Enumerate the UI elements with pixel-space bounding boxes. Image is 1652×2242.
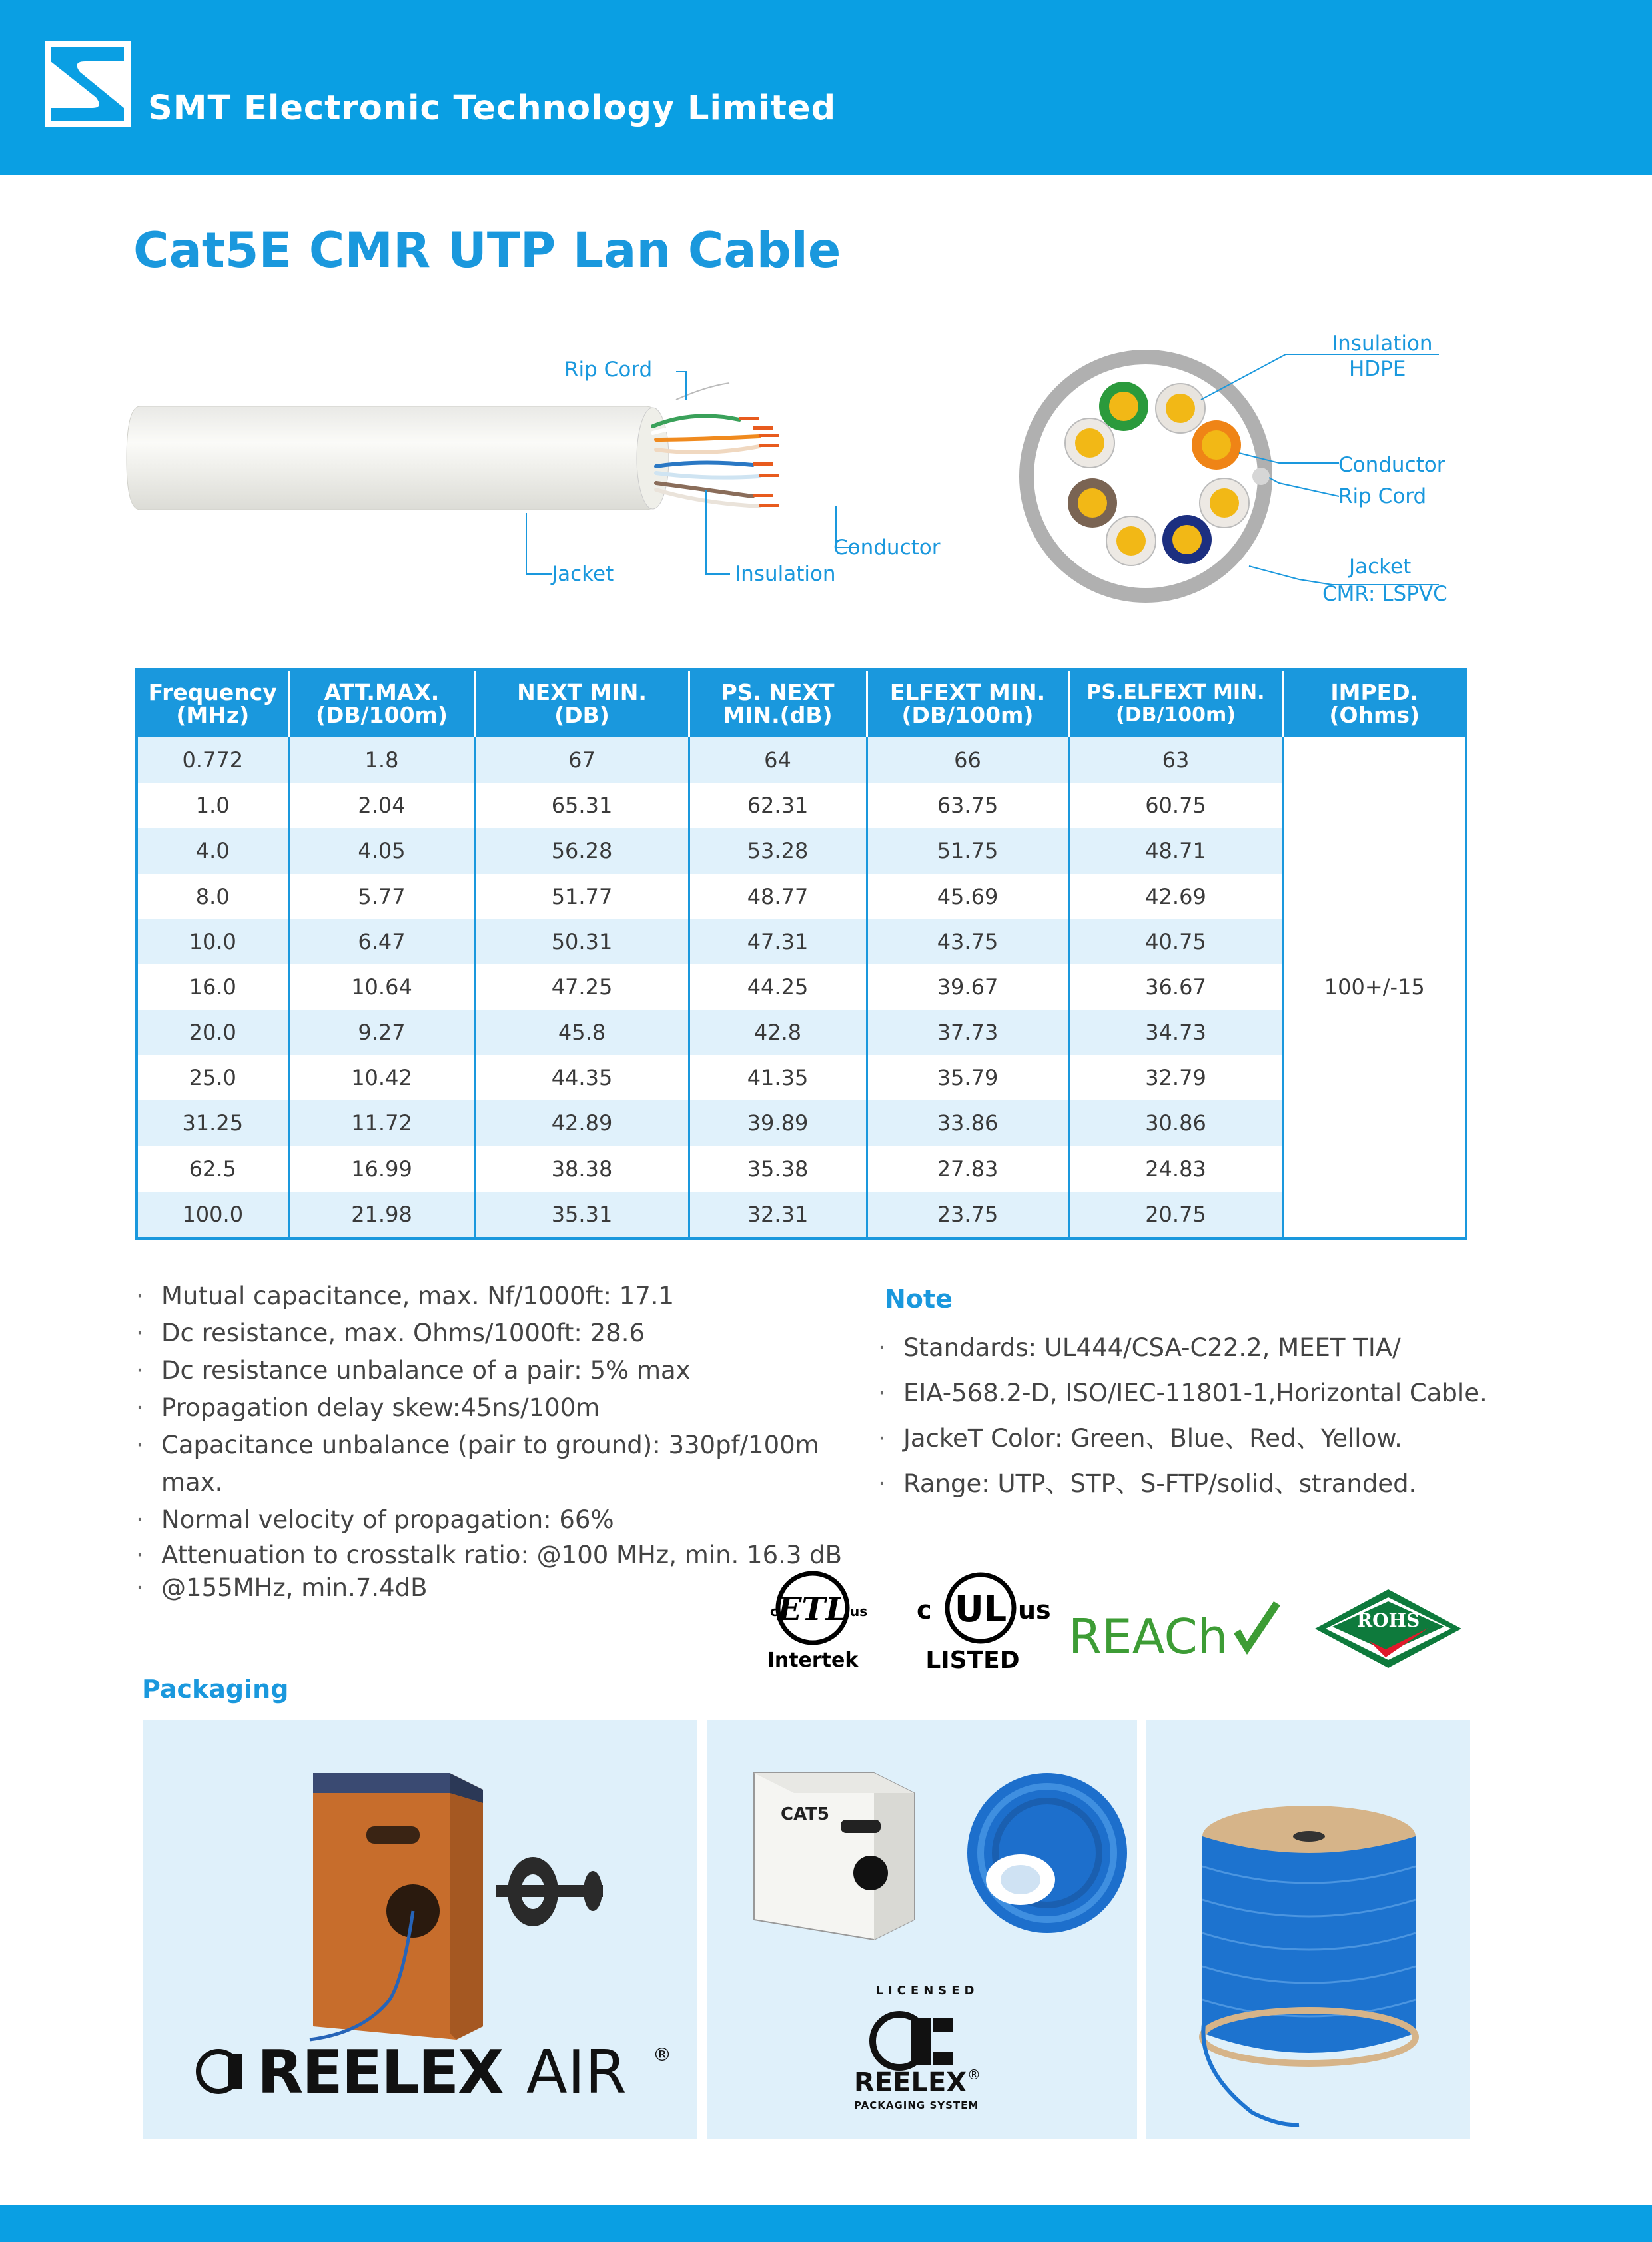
table-cell: 66 [867, 737, 1068, 783]
insulation-label: Insulation [735, 562, 836, 586]
table-cell: 1.0 [137, 783, 288, 828]
table-cell: 47.25 [475, 964, 689, 1010]
reach-text: REACh [1068, 1609, 1228, 1665]
table-cell: 4.05 [288, 828, 475, 873]
table-cell: 44.25 [689, 964, 867, 1010]
table-cell: 48.71 [1068, 828, 1283, 873]
header-elfext-min: ELFEXT MIN. (DB/100m) [867, 669, 1068, 737]
table-cell: 8.0 [137, 874, 288, 919]
spec-item-continued: · @155MHz, min.7.4dB [133, 1572, 873, 1604]
rohs-logo [1311, 1585, 1465, 1672]
table-row [137, 1010, 1466, 1055]
table-cell: 41.35 [689, 1055, 867, 1100]
table-row [137, 737, 1466, 783]
table-cell: 100.0 [137, 1192, 288, 1238]
etl-us: us [850, 1603, 868, 1619]
note-item-continued: · EIA-568.2-D, ISO/IEC-11801-1,Horizontal Cable. [878, 1371, 1544, 1416]
etl-sub: Intertek [767, 1649, 859, 1672]
reach-logo [1066, 1599, 1286, 1672]
table-cell: 39.67 [867, 964, 1068, 1010]
table-cell: 36.67 [1068, 964, 1283, 1010]
header-ps-elfext-min: PS.ELFEXT MIN. (DB/100m) [1068, 669, 1283, 737]
rohs-text: ROHS [1356, 1609, 1420, 1631]
table-cell: 6.47 [288, 919, 475, 964]
table-row [137, 919, 1466, 964]
cs-insulation-label: Insulation [1332, 332, 1433, 356]
header-att-max: ATT.MAX. (DB/100m) [288, 669, 475, 737]
spec-item: · Dc resistance unbalance of a pair: 5% max [133, 1352, 873, 1389]
reelex-box-and-coil-image [707, 1720, 1137, 2000]
header-bar [0, 0, 1652, 175]
note-item: · Range: UTP、STP、S-FTP/solid、stranded. [878, 1461, 1544, 1507]
table-row [137, 874, 1466, 919]
ul-mark: UL [954, 1588, 1007, 1630]
table-cell: 51.77 [475, 874, 689, 919]
spec-item: · Capacitance unbalance (pair to ground): 330pf/100m max. [133, 1427, 873, 1501]
note-title: Note [885, 1284, 953, 1313]
licensed-text: LICENSED [875, 1984, 979, 1998]
table-row [137, 1192, 1466, 1238]
table-cell: 4.0 [137, 828, 288, 873]
table-cell: 16.0 [137, 964, 288, 1010]
table-cell: 16.99 [288, 1146, 475, 1192]
table-row [137, 1100, 1466, 1146]
check-icon [1234, 1601, 1280, 1655]
reelex-air-logo [193, 2037, 673, 2110]
table-cell: 64 [689, 737, 867, 783]
table-cell: 23.75 [867, 1192, 1068, 1238]
table-cell: 35.79 [867, 1055, 1068, 1100]
table-cell: 42.69 [1068, 874, 1283, 919]
table-row [137, 964, 1466, 1010]
header-ps-next: PS. NEXT MIN.(dB) [689, 669, 867, 737]
table-cell: 44.35 [475, 1055, 689, 1100]
spec-item: · Normal velocity of propagation: 66% [133, 1501, 873, 1539]
packaging-panel-reelex-air [143, 1720, 697, 2139]
table-cell: 9.27 [288, 1010, 475, 1055]
table-cell: 0.772 [137, 737, 288, 783]
table-cell: 35.38 [689, 1146, 867, 1192]
note-list [878, 1325, 1544, 1507]
table-cell: 50.31 [475, 919, 689, 964]
conductor-label: Conductor [833, 536, 941, 560]
table-row [137, 828, 1466, 873]
etl-mark: ETL [777, 1591, 849, 1628]
note-item: · Standards: UL444/CSA-C22.2, MEET TIA/ [878, 1325, 1544, 1371]
table-cell: 25.0 [137, 1055, 288, 1100]
table-cell: 10.42 [288, 1055, 475, 1100]
table-cell: 45.69 [867, 874, 1068, 919]
cs-jacket-material: CMR: LSPVC [1322, 582, 1447, 606]
ul-c: c [917, 1595, 932, 1625]
table-cell: 42.8 [689, 1010, 867, 1055]
table-cell: 33.86 [867, 1100, 1068, 1146]
table-cell: 2.04 [288, 783, 475, 828]
table-cell: 39.89 [689, 1100, 867, 1146]
table-cell: 51.75 [867, 828, 1068, 873]
cs-jacket-label: Jacket [1349, 555, 1412, 579]
packaging-system-text: PACKAGING SYSTEM [854, 2099, 979, 2111]
spec-item: · Attenuation to crosstalk ratio: @100 MHz, min. 16.3 dB [133, 1539, 873, 1572]
table-cell: 34.73 [1068, 1010, 1283, 1055]
reelex-air-suffix: AIR [526, 2038, 627, 2107]
note-item: · JackeT Color: Green、Blue、Red、Yellow. [878, 1416, 1544, 1461]
table-cell: 31.25 [137, 1100, 288, 1146]
spec-item: · Dc resistance, max. Ohms/1000ft: 28.6 [133, 1315, 873, 1352]
table-cell: 42.89 [475, 1100, 689, 1146]
table-cell: 62.5 [137, 1146, 288, 1192]
cs-rip-cord-label: Rip Cord [1338, 484, 1427, 508]
reelex-air-reg: ® [653, 2044, 671, 2065]
table-cell: 27.83 [867, 1146, 1068, 1192]
impedance-value: 100+/-15 [1283, 737, 1466, 1238]
table-cell: 20.75 [1068, 1192, 1283, 1238]
cs-insulation-material: HDPE [1349, 357, 1406, 381]
packaging-panel-reelex-box [707, 1720, 1137, 2139]
header-impedance: IMPED. (Ohms) [1283, 669, 1466, 737]
table-cell: 56.28 [475, 828, 689, 873]
packaging-panel-reel [1146, 1720, 1470, 2139]
table-cell: 30.86 [1068, 1100, 1283, 1146]
table-cell: 32.31 [689, 1192, 867, 1238]
table-cell: 38.38 [475, 1146, 689, 1192]
cable-reel-image [1146, 1720, 1470, 2139]
table-cell: 53.28 [689, 828, 867, 873]
jacket-label: Jacket [552, 562, 614, 586]
spec-item: · Mutual capacitance, max. Nf/1000ft: 17.1 [133, 1278, 873, 1315]
header-next-min: NEXT MIN. (DB) [475, 669, 689, 737]
table-cell: 32.79 [1068, 1055, 1283, 1100]
spec-list [133, 1278, 873, 1604]
packaging-title: Packaging [142, 1675, 289, 1704]
table-cell: 35.31 [475, 1192, 689, 1238]
reelex-logo-text: REELEX [854, 2067, 967, 2098]
table-cell: 10.64 [288, 964, 475, 1010]
table-cell: 10.0 [137, 919, 288, 964]
footer-bar [0, 2205, 1652, 2242]
table-cell: 37.73 [867, 1010, 1068, 1055]
table-cell: 5.77 [288, 874, 475, 919]
table-cell: 60.75 [1068, 783, 1283, 828]
company-name: SMT Electronic Technology Limited [148, 89, 837, 128]
cs-conductor-label: Conductor [1338, 453, 1446, 477]
table-cell: 11.72 [288, 1100, 475, 1146]
etl-intertek-logo [765, 1567, 871, 1680]
table-cell: 24.83 [1068, 1146, 1283, 1192]
etl-c: c [770, 1603, 778, 1619]
header-frequency: Frequency (MHz) [137, 669, 288, 737]
page-title: Cat5E CMR UTP Lan Cable [133, 222, 841, 279]
table-cell: 43.75 [867, 919, 1068, 964]
table-cell: 45.8 [475, 1010, 689, 1055]
ul-sub: LISTED [925, 1647, 1020, 1674]
table-row [137, 1055, 1466, 1100]
ul-us: us [1018, 1595, 1051, 1625]
table-header-row [137, 669, 1466, 737]
company-logo [45, 41, 131, 127]
table-cell: 47.31 [689, 919, 867, 964]
table-cell: 40.75 [1068, 919, 1283, 964]
table-cell: 20.0 [137, 1010, 288, 1055]
reelex-air-main: REELEX [257, 2038, 503, 2107]
table-cell: 21.98 [288, 1192, 475, 1238]
reelex-logo-reg: ® [967, 2067, 981, 2083]
table-cell: 65.31 [475, 783, 689, 828]
licensed-reelex-logo [847, 1980, 1007, 2119]
rip-cord-label: Rip Cord [564, 358, 653, 382]
box-label: CAT5 [781, 1804, 830, 1824]
table-cell: 63.75 [867, 783, 1068, 828]
table-cell: 62.31 [689, 783, 867, 828]
table-row [137, 1146, 1466, 1192]
spec-table [135, 668, 1467, 1240]
table-cell: 48.77 [689, 874, 867, 919]
table-cell: 63 [1068, 737, 1283, 783]
ul-listed-logo [914, 1567, 1051, 1680]
table-row [137, 783, 1466, 828]
table-cell: 1.8 [288, 737, 475, 783]
table-cell: 67 [475, 737, 689, 783]
spec-item: · Propagation delay skew:45ns/100m [133, 1389, 873, 1427]
